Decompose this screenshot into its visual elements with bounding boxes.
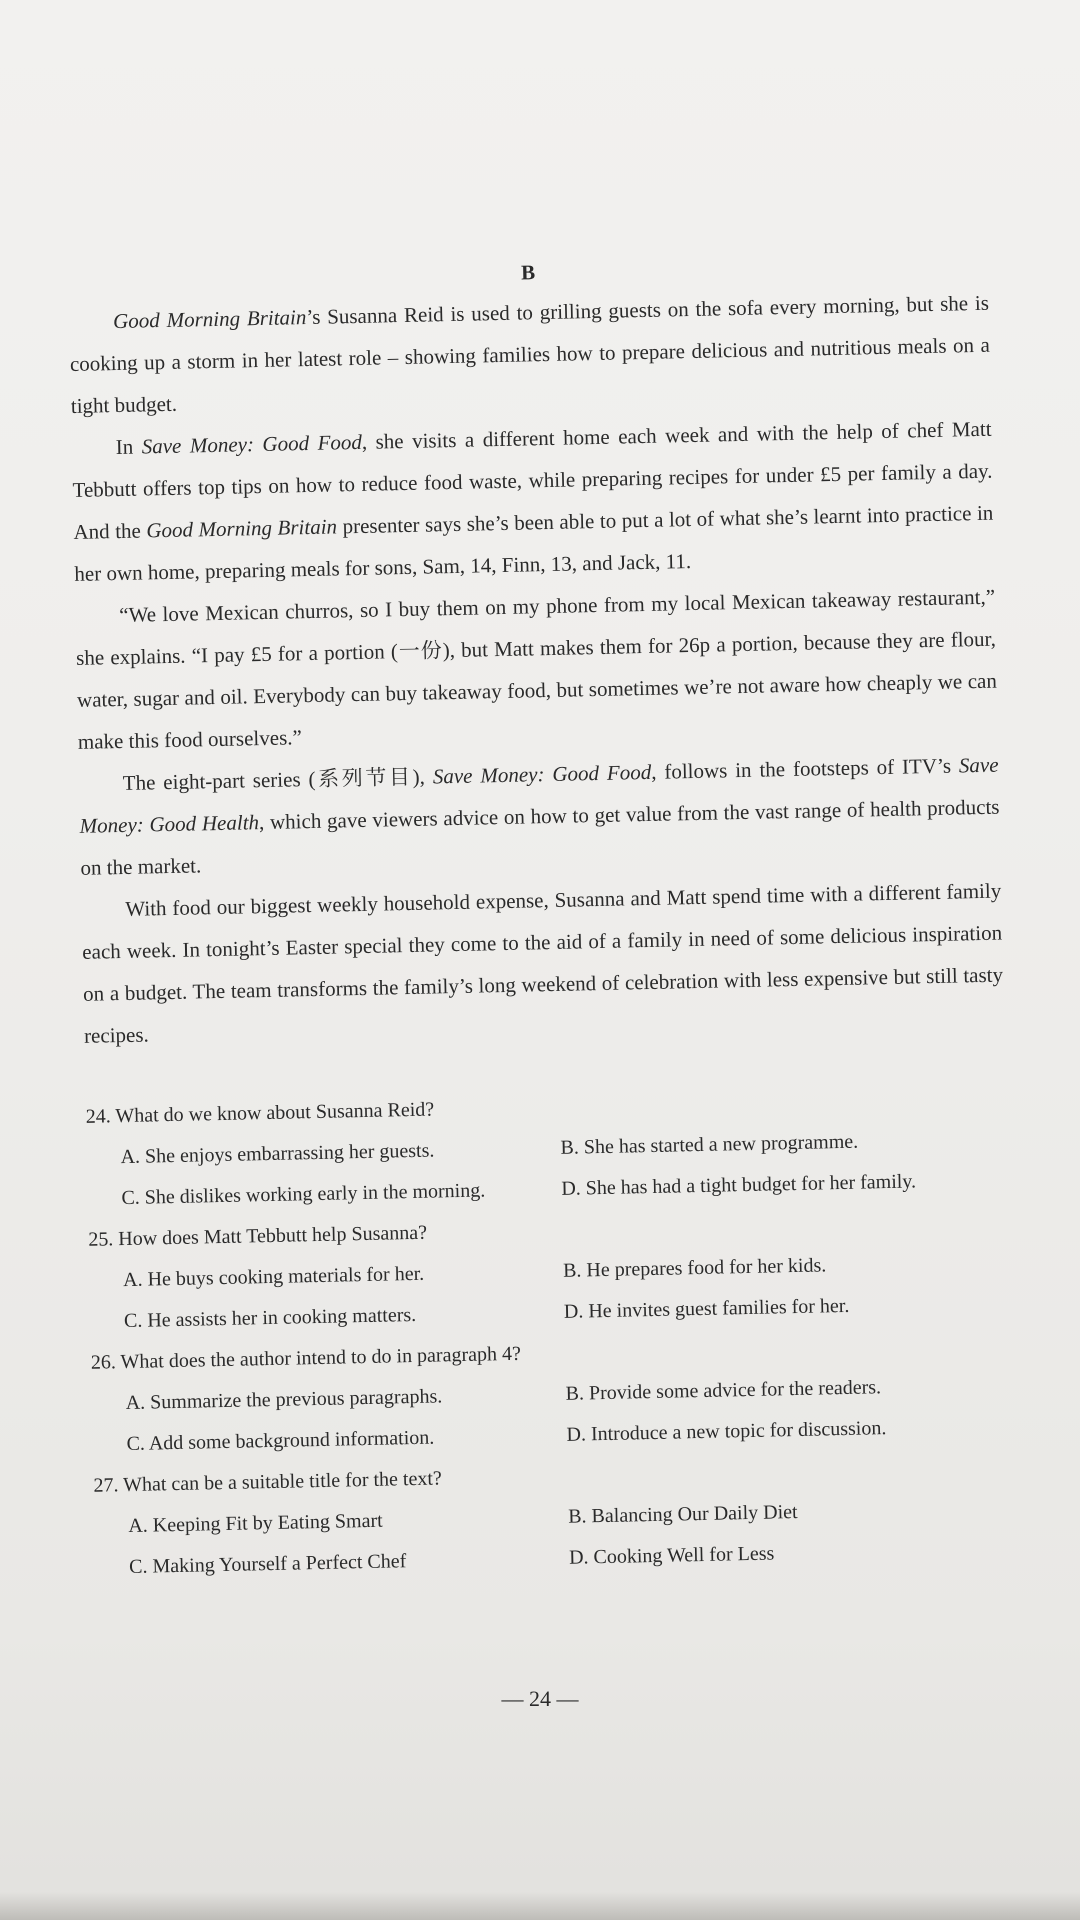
paragraph-text-run: Save Money: Good Food — [141, 429, 363, 459]
passage-paragraph-2 — [71, 408, 994, 595]
question-27 — [93, 1446, 1015, 1588]
option-b: B. Balancing Our Daily Diet — [567, 1500, 798, 1528]
page-number: — 24 — — [501, 1686, 579, 1711]
option-a: A. Keeping Fit by Eating Smart — [128, 1509, 383, 1538]
paragraph-text-run: Good Morning Britain — [146, 514, 338, 543]
paragraph-text-run: In — [115, 434, 142, 460]
passage-paragraph-3 — [75, 576, 998, 763]
option-d: D. Introduce a new topic for discussion. — [566, 1417, 887, 1446]
section-heading: B — [520, 260, 536, 285]
option-b: B. He prepares food for her kids. — [562, 1254, 827, 1282]
paragraph-text-run: Good Morning Britain — [112, 305, 307, 334]
option-b: B. She has started a new programme. — [560, 1130, 859, 1159]
paragraph-text-run: “We love Mexican churros, so I buy them on my phone from my local Mexican takeaway restaurant,” she explains. “I pay £5 for a portion (一份), but Matt makes them for 26p a portion, because they are flour, water, sugar and oil. Everybody can buy takeaway food, but sometimes we’re not aware how cheaply we can make this food ourselves.” — [75, 584, 998, 754]
paragraph-text-run: Save Money: Good Health — [79, 752, 999, 838]
option-c: C. Add some background information. — [126, 1426, 435, 1456]
question-stem: 27. What can be a suitable title for the text? — [93, 1467, 443, 1497]
option-c: C. He assists her in cooking matters. — [123, 1303, 417, 1333]
option-b: B. Provide some advice for the readers. — [565, 1376, 882, 1405]
paragraph-text-run: presenter says she’s been able to put a lot of what she’s learnt into practice in her own home, preparing meals for sons, Sam, 14, Finn, 13, and Jack, 11. — [74, 500, 994, 586]
option-d: D. Cooking Well for Less — [568, 1542, 775, 1569]
paragraph-text-run: With food our biggest weekly household expense, Susanna and Matt spend time with a different family each week. In tonight’s Easter special they come to the aid of a family in need of some delicious inspiration on a budget. The team transforms the family’s long weekend of celebration with less expensive but still tasty recipes. — [82, 878, 1004, 1048]
option-a: A. She enjoys embarrassing her guests. — [120, 1139, 435, 1169]
reading-passage-section — [68, 251, 1015, 1589]
question-stem: 24. What do we know about Susanna Reid? — [85, 1098, 435, 1128]
option-c: C. Making Yourself a Perfect Chef — [128, 1550, 407, 1579]
paragraph-text-run: , which gave viewers advice on how to get value from the vast range of health products on the market. — [80, 794, 1000, 880]
paragraph-text-run: , she visits a different home each week and with the help of chef Matt Tebbutt offers top tips on how to reduce food waste, while preparing recipes for under £5 per family a day. And the — [72, 416, 993, 544]
option-a: A. Summarize the previous paragraphs. — [125, 1385, 443, 1415]
option-a: A. He buys cooking materials for her. — [122, 1262, 425, 1292]
paragraph-text-run: The eight-part series (系列节目), — [122, 764, 434, 795]
question-stem: 25. How does Matt Tebbutt help Susanna? — [88, 1221, 428, 1251]
option-d: D. He invites guest families for her. — [563, 1294, 850, 1323]
paragraph-text-run: ’s Susanna Reid is used to grilling guests on the sofa every morning, but she is cooking up a storm in her latest role – showing families how to prepare delicious and nutritious meals on a tight budget. — [69, 290, 991, 418]
paragraph-text-run: Save Money: Good Food — [432, 759, 652, 789]
paper-bottom-shadow — [0, 1892, 1080, 1920]
passage-paragraph-1 — [69, 282, 991, 427]
question-24 — [85, 1078, 1007, 1220]
question-stem: 26. What does the author intend to do in paragraph 4? — [90, 1342, 522, 1374]
passage-paragraph-5 — [81, 870, 1004, 1057]
option-c: C. She dislikes working early in the morning. — [121, 1179, 486, 1210]
passage-paragraph-4 — [78, 744, 1000, 889]
question-list — [85, 1078, 1015, 1589]
option-d: D. She has had a tight budget for her family. — [561, 1170, 917, 1200]
question-26 — [90, 1323, 1012, 1465]
question-25 — [88, 1201, 1010, 1343]
paragraph-text-run: , follows in the footsteps of ITV’s — [650, 753, 960, 784]
